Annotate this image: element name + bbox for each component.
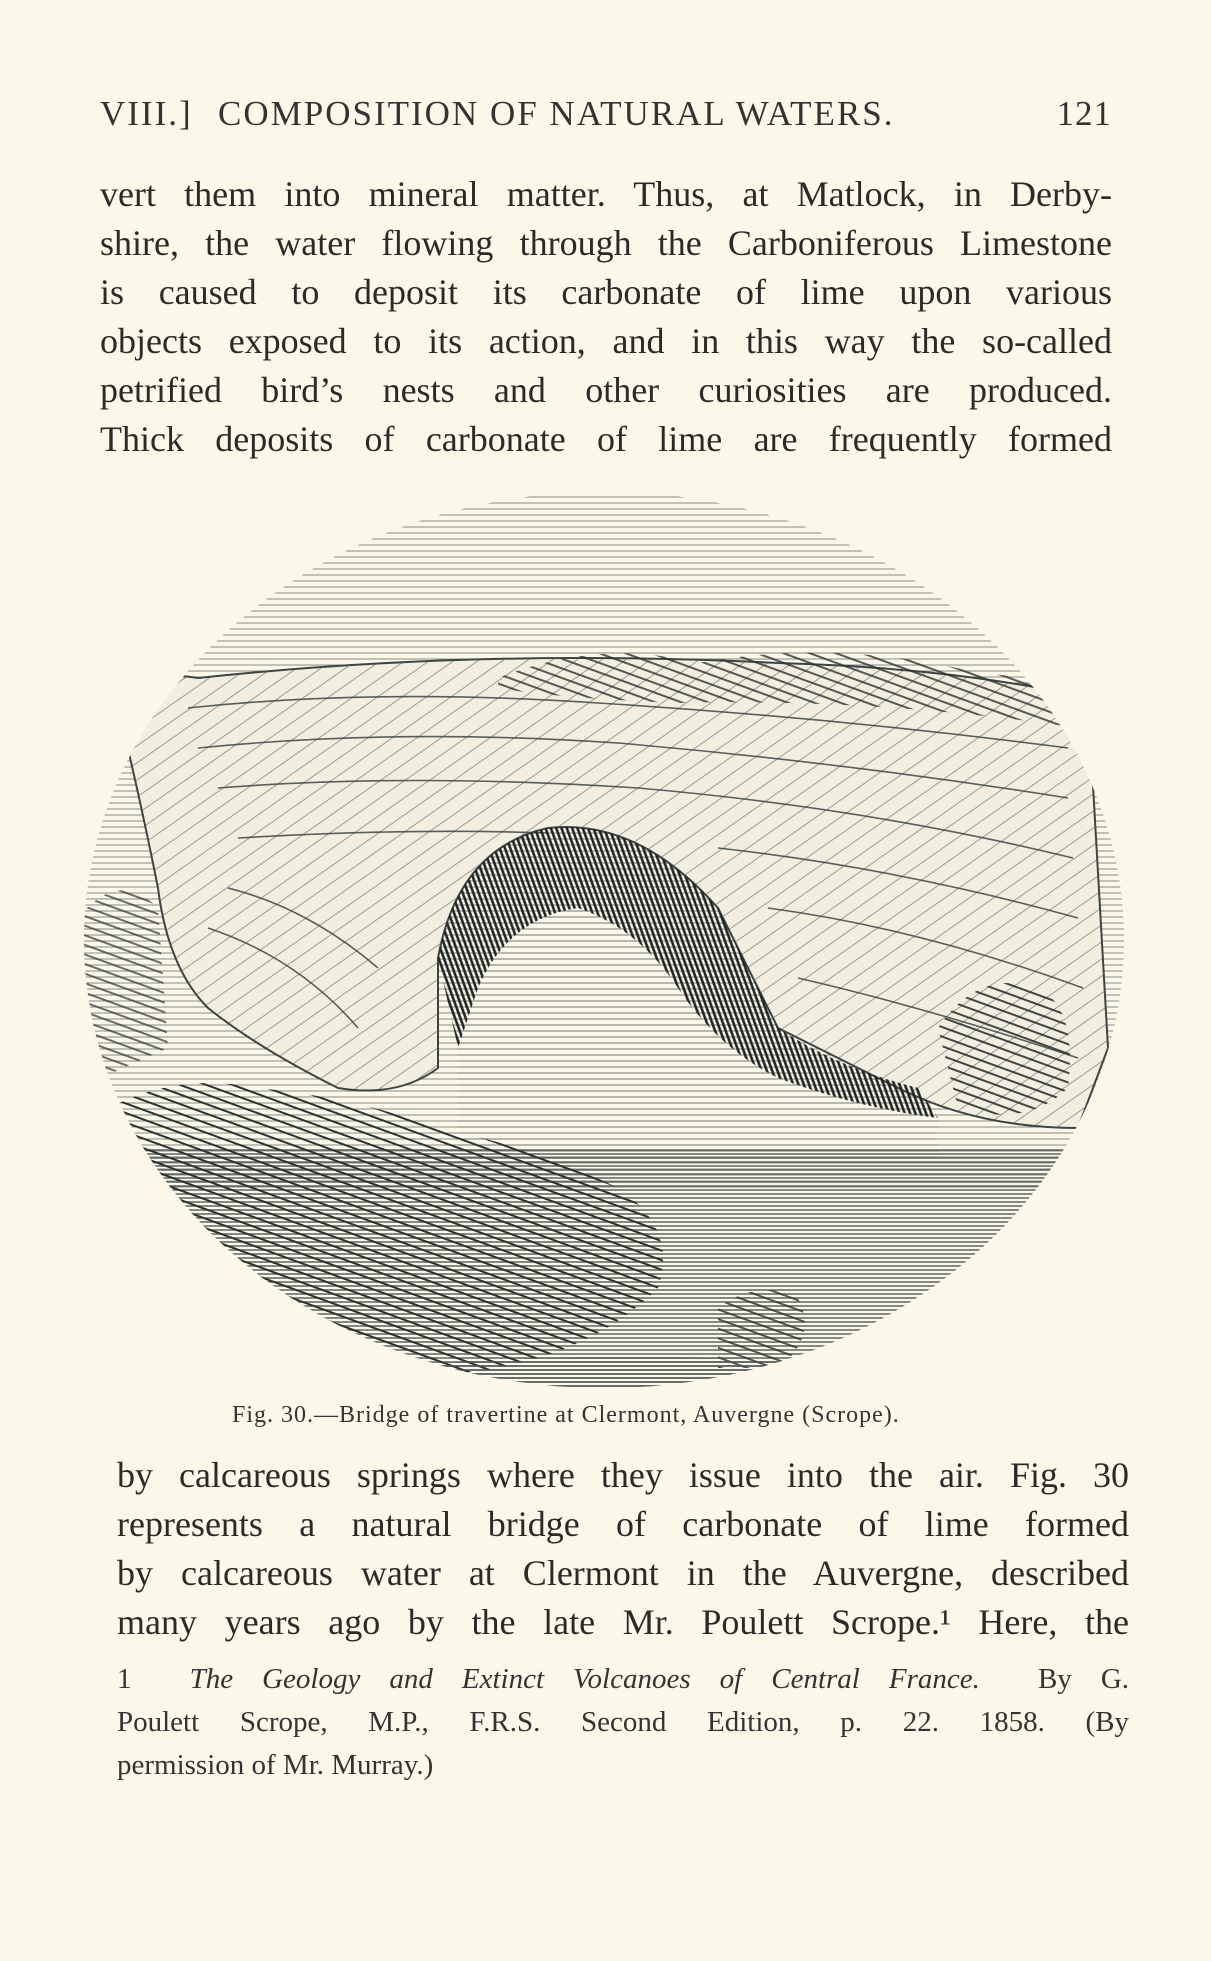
engraving-travertine-bridge	[78, 488, 1130, 1393]
footnote-line: Poulett Scrope, M.P., F.R.S. Second Edition, p. 22. 1858. (By	[117, 1706, 1129, 1738]
paragraph-top	[100, 170, 1112, 464]
engraving-scene	[78, 488, 1130, 1393]
footnote-line: permission of Mr. Murray.)	[117, 1749, 434, 1781]
figure-caption-text: —Bridge of travertine at Clermont, Auvergne (Scrope).	[314, 1402, 900, 1428]
footnote	[117, 1658, 1129, 1787]
footnote-book-title: The Geology and Extinct Volcanoes of Central France.	[189, 1663, 980, 1695]
running-header	[100, 94, 1112, 138]
text-line: by calcareous water at Clermont in the Auvergne, described	[117, 1553, 1129, 1593]
figure-caption	[232, 1402, 1012, 1429]
footnote-author-start: By G.	[1037, 1663, 1130, 1695]
text-line: petrified bird’s nests and other curiosities are produced.	[100, 370, 1112, 410]
footnote-line	[117, 1658, 1129, 1701]
text-line: by calcareous springs where they issue into the air. Fig. 30	[117, 1455, 1129, 1495]
text-line: many years ago by the late Mr. Poulett Scrope.¹ Here, the	[117, 1602, 1129, 1642]
text-line: represents a natural bridge of carbonate of lime formed	[117, 1504, 1129, 1544]
text-line: shire, the water flowing through the Carboniferous Limestone	[100, 223, 1112, 263]
text-line: objects exposed to its action, and in this way the so-called	[100, 321, 1112, 361]
running-title: COMPOSITION OF NATURAL WATERS.	[218, 94, 895, 133]
figure-label: Fig. 30.	[232, 1402, 315, 1428]
page-number: 121	[1056, 94, 1112, 133]
text-line: vert them into mineral matter. Thus, at Matlock, in Derby-	[100, 174, 1112, 214]
text-line: Thick deposits of carbonate of lime are frequently formed	[100, 419, 1112, 459]
paragraph-bottom	[117, 1451, 1129, 1647]
text-line: is caused to deposit its carbonate of lime upon various	[100, 272, 1112, 312]
chapter-number: VIII.]	[100, 94, 193, 133]
footnote-marker: 1	[117, 1663, 132, 1695]
